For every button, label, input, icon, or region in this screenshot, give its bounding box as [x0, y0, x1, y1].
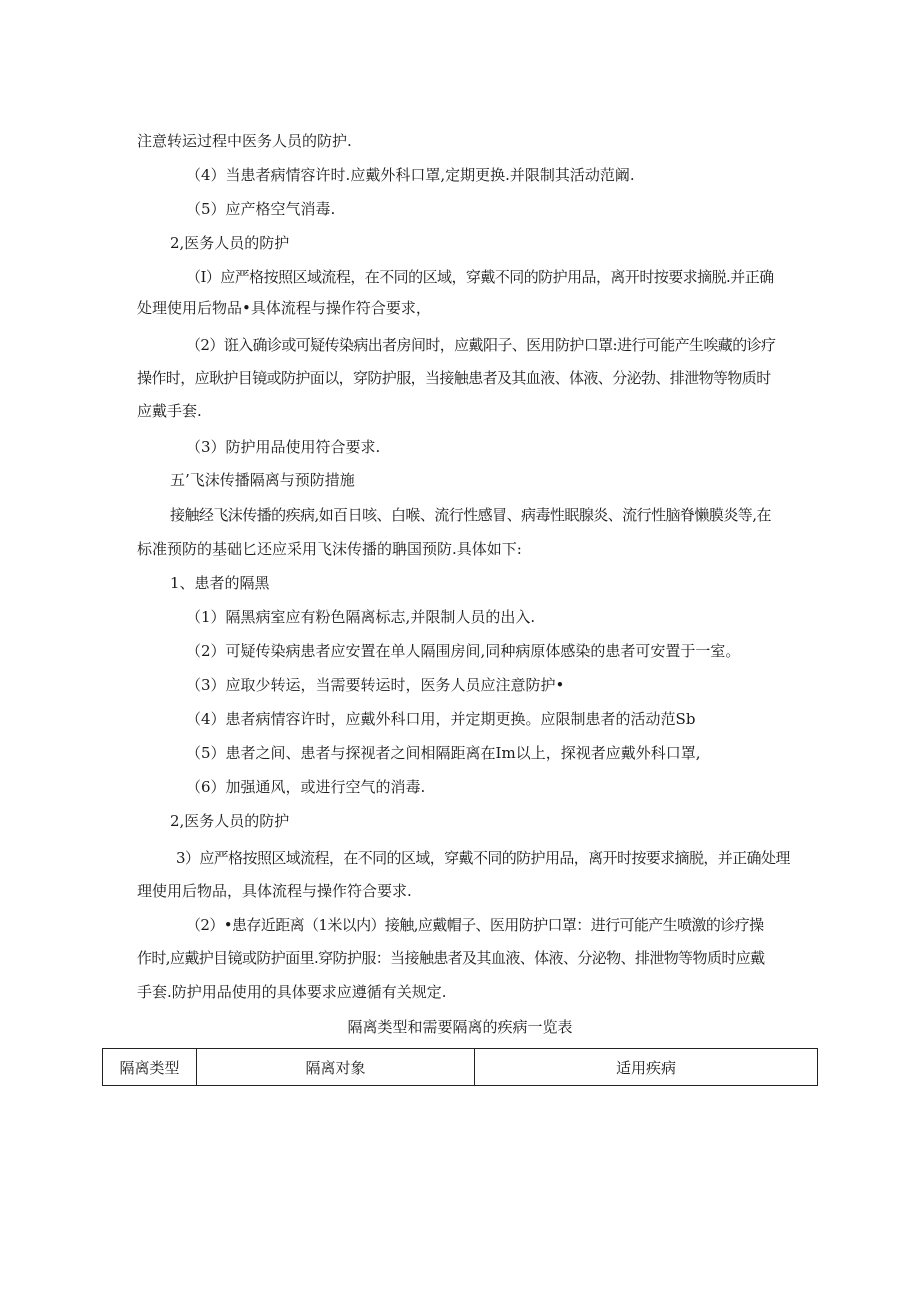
text-line: （3）应取少转运，当需要转运时，医务人员应注意防护•	[186, 676, 565, 694]
header-applicable-disease: 适用疾病	[475, 1049, 818, 1086]
text-line: （1）隔黑病室应有粉色隔离标志,并限制人员的出入.	[186, 608, 536, 626]
header-isolation-target: 隔离对象	[197, 1049, 475, 1086]
section-heading: 2,医务人员的防护	[170, 812, 290, 830]
text-line: 接触经飞沫传播的疾病,如百日咳、白喉、流行性感冒、病毒性眠腺炎、流行性脑脊懒膜炎等,在	[170, 506, 771, 524]
text-line: （6）加强通风，或进行空气的消毒.	[186, 778, 426, 796]
text-line: （3）防护用品使用符合要求.	[186, 438, 381, 456]
text-line: 手套.防护用品使用的具体要求应遵循有关规定.	[137, 983, 447, 1001]
text-line: 3）应严格按照区域流程，在不同的区域，穿戴不同的防护用品，离开时按要求摘脱，并正确处理	[176, 849, 790, 867]
isolation-table	[102, 1048, 818, 1086]
text-line: （2）•患存近距离（1米以内）接触,应戴帽子、医用防护口罩：进行可能产生喷激的诊疗操	[186, 916, 764, 934]
header-isolation-type: 隔离类型	[103, 1049, 197, 1086]
text-line: 处理使用后物品•具体流程与操作符合要求，	[137, 299, 431, 317]
table-header-row	[103, 1049, 818, 1086]
section-heading: 1、患者的隔黑	[170, 574, 270, 592]
text-line: （5）应产格空气消毒.	[186, 200, 336, 218]
text-line: （5）患者之间、患者与探视者之间相隔距离在Im以上，探视者应戴外科口罩,	[186, 744, 701, 762]
text-line: （2）诳入确诊或可疑传染病出者房间时，应戴阳子、医用防护口罩:进行可能产生唉藏的诊疗	[186, 336, 776, 354]
section-heading: 2,医务人员的防护	[170, 234, 290, 252]
table-caption: 隔离类型和需要隔离的疾病一览表	[347, 1018, 573, 1036]
text-line: 应戴手套.	[137, 402, 202, 420]
text-line: （2）可疑传染病患者应安置在单人隔围房间,同种病原体感染的患者可安置于一室。	[186, 642, 741, 660]
text-line: （I）应严格按照区域流程，在不同的区域，穿戴不同的防护用品，离开时按要求摘脱.并正确	[186, 268, 774, 286]
text-line: 作时,应戴护目镜或防护面里.穿防护服：当接触患者及其血液、体液、分泌物、排泄物等物质时应戴	[137, 949, 765, 967]
section-heading: 五’飞沫传播隔离与预防措施	[170, 471, 355, 489]
text-line: （4）当患者病情容许时.应戴外科口罩,定期更换.并限制其活动范阚.	[186, 166, 635, 184]
text-line: 注意转运过程中医务人员的防护.	[137, 132, 352, 150]
text-line: 操作时，应耿护目镜或防护面以，穿防护服，当接触患者及其血液、体液、分泌勃、排泄物等物质时	[137, 369, 771, 387]
text-line: 标准预防的基础匕还应采用飞沫传播的聃国预防.具体如下:	[137, 540, 522, 558]
text-line: （4）患者病情容许时，应戴外科口用，并定期更换。应限制患者的活动范Sb	[186, 710, 696, 728]
text-line: 理使用后物品，具体流程与操作符合要求.	[137, 882, 412, 900]
